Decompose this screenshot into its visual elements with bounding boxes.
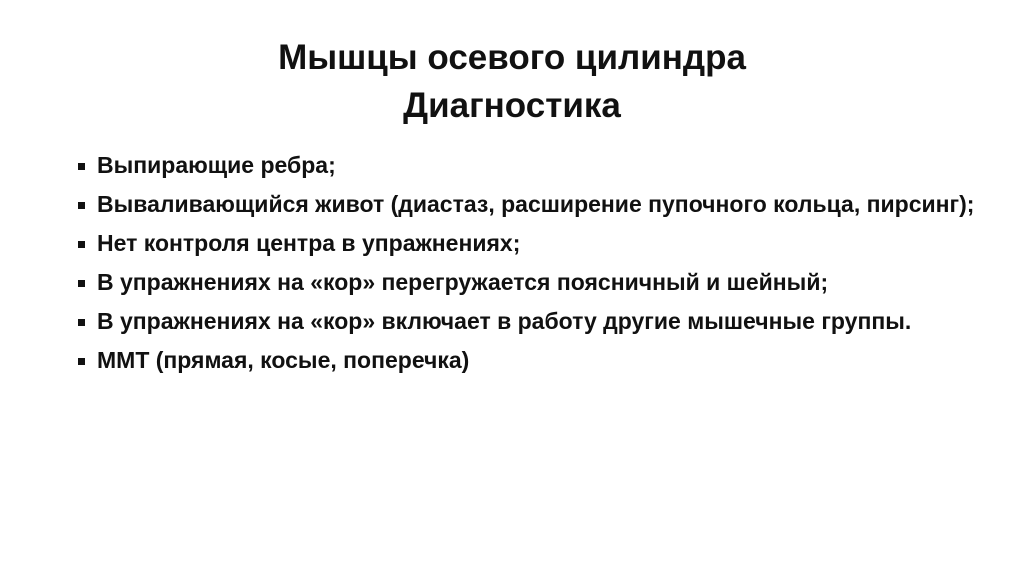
square-bullet-icon	[78, 319, 85, 326]
bullet-text: В упражнениях на «кор» включает в работу другие мышечные группы.	[97, 308, 912, 334]
bullet-item	[78, 228, 978, 259]
bullet-item	[78, 267, 978, 298]
bullet-text: ММТ (прямая, косые, поперечка)	[97, 347, 470, 373]
bullet-item	[78, 150, 978, 181]
square-bullet-icon	[78, 280, 85, 287]
bullet-text: Нет контроля центра в упражнениях;	[97, 230, 521, 256]
square-bullet-icon	[78, 163, 85, 170]
square-bullet-icon	[78, 241, 85, 248]
square-bullet-icon	[78, 202, 85, 209]
bullet-text: Выпирающие ребра;	[97, 152, 336, 178]
bullet-item	[78, 345, 978, 376]
title-line-2: Диагностика	[403, 86, 621, 125]
bullet-item	[78, 189, 978, 220]
bullet-list	[78, 150, 978, 384]
square-bullet-icon	[78, 358, 85, 365]
bullet-item	[78, 306, 978, 337]
title-line-1: Мышцы осевого цилиндра	[278, 38, 746, 77]
slide-title	[0, 34, 1024, 130]
bullet-text: В упражнениях на «кор» перегружается поясничный и шейный;	[97, 269, 829, 295]
bullet-text: Вываливающийся живот (диастаз, расширение пупочного кольца, пирсинг);	[97, 191, 975, 217]
